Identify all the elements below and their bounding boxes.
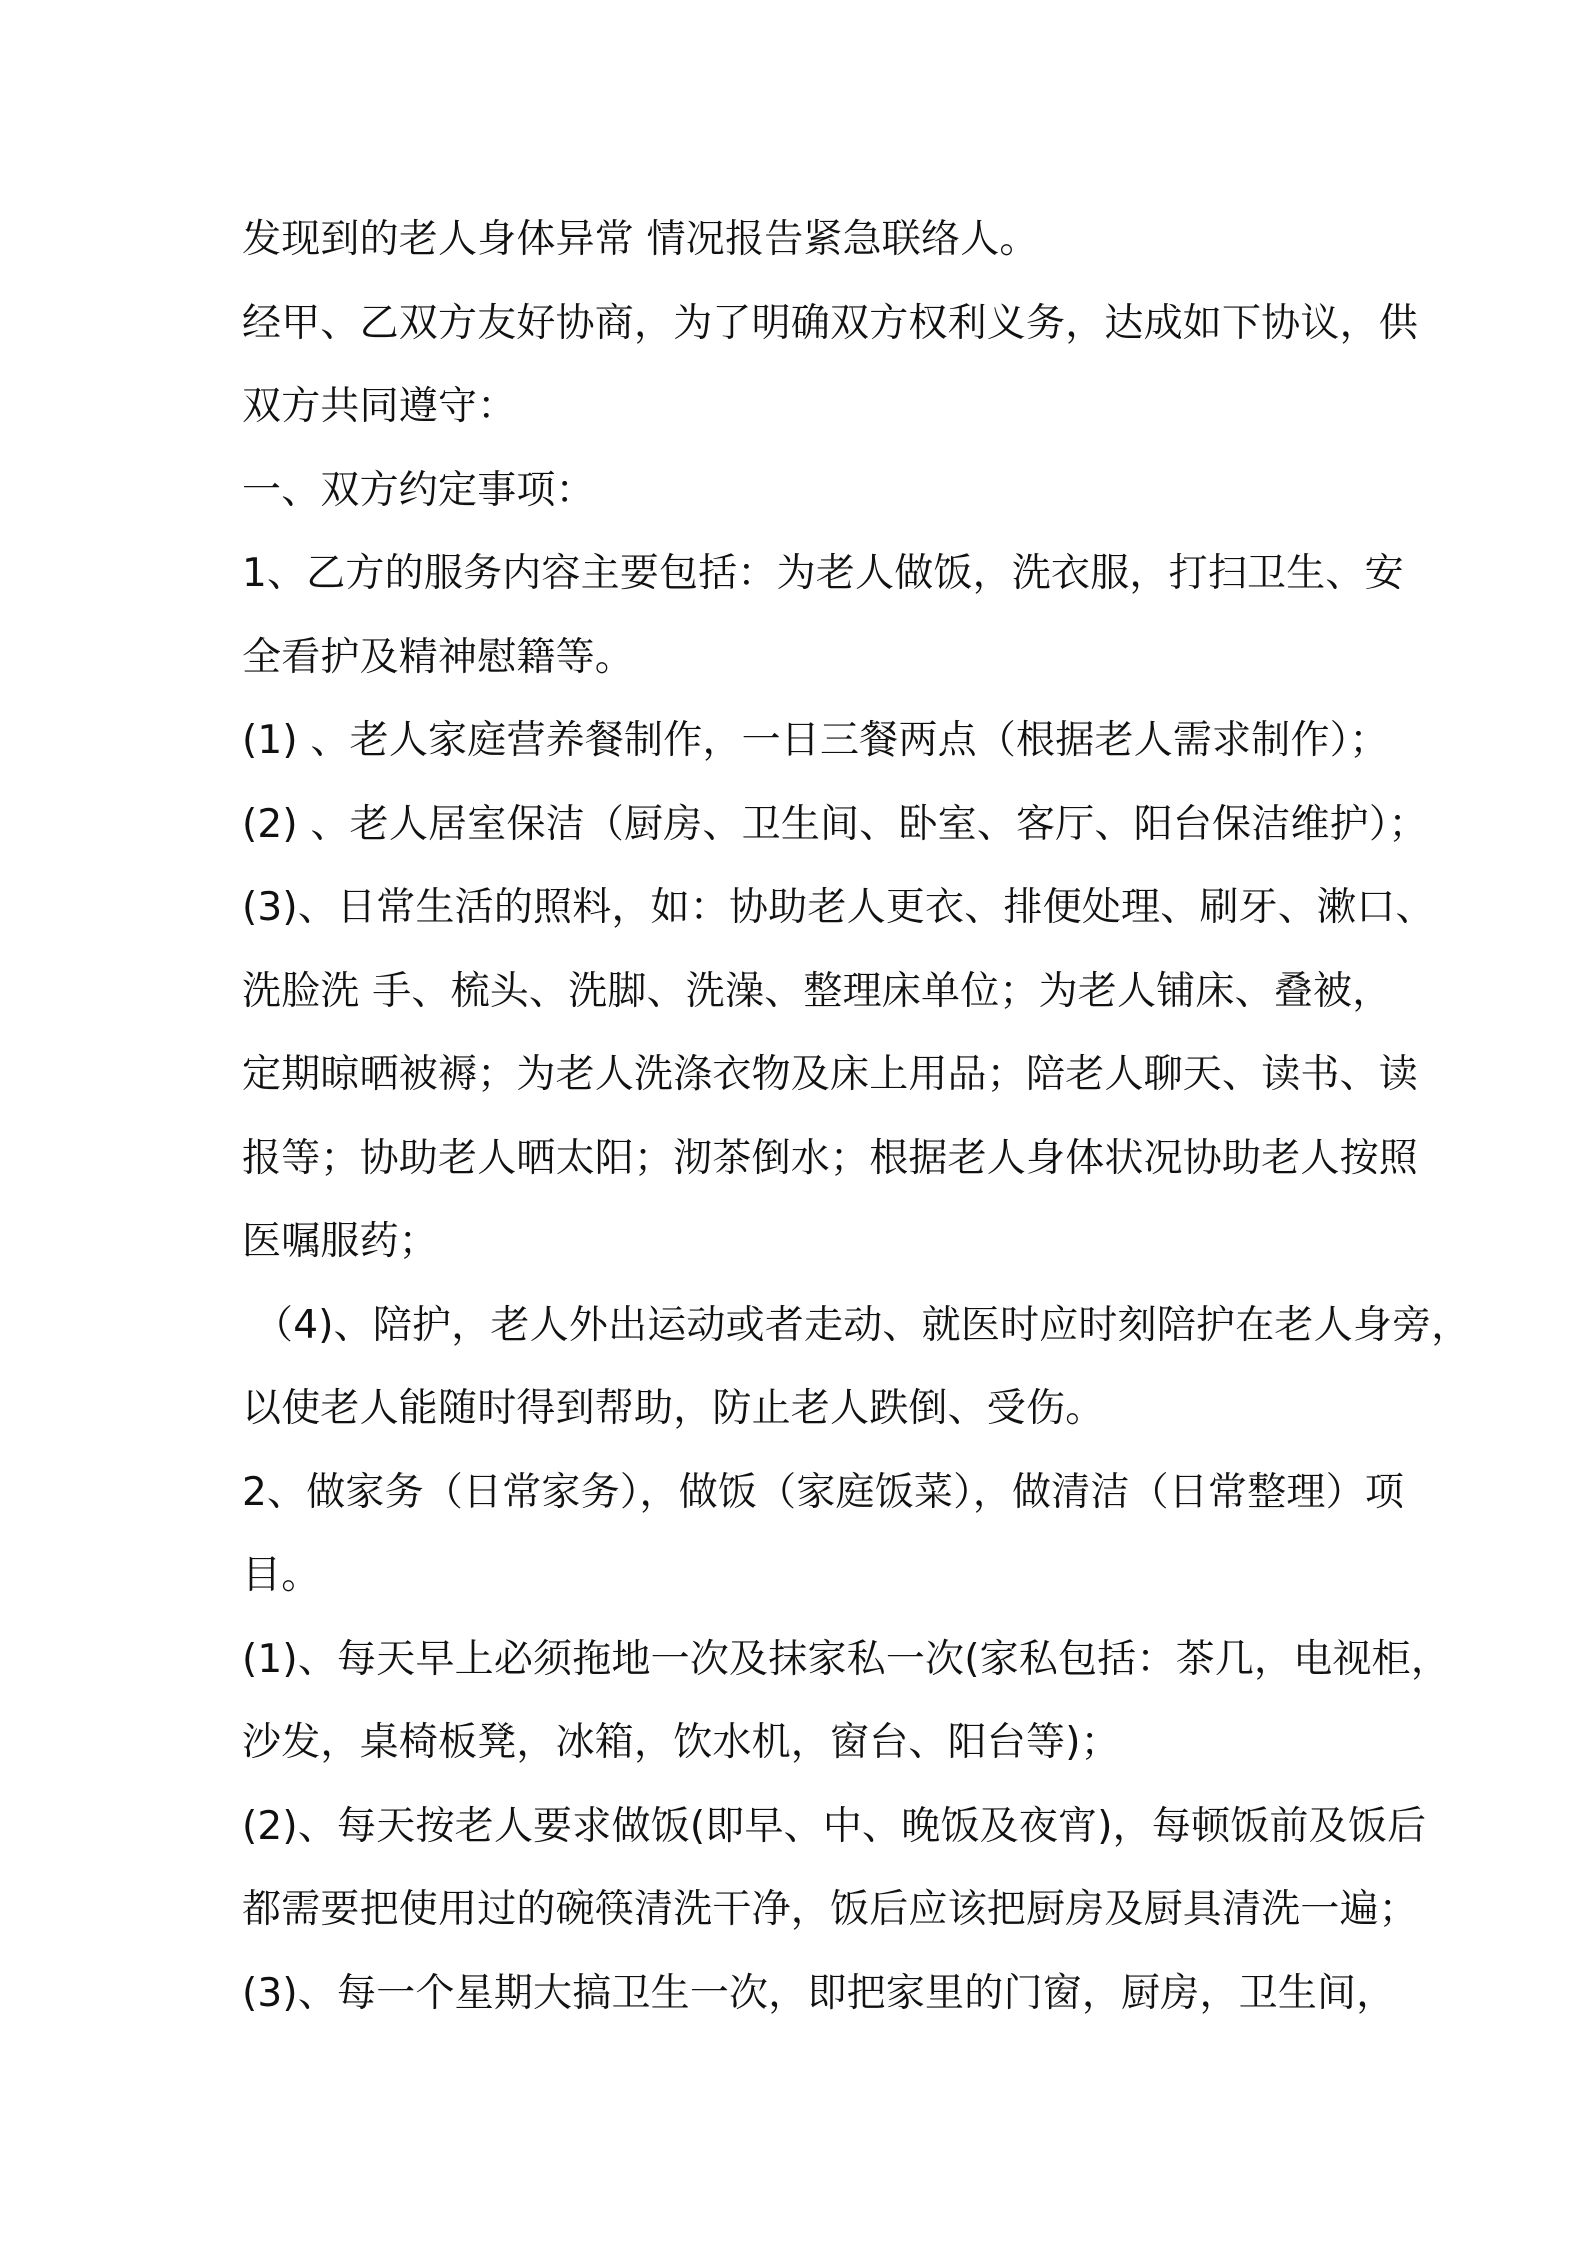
- text-line: (3)、日常生活的照料，如：协助老人更衣、排便处理、刷牙、漱口、: [242, 885, 1435, 930]
- text-line: 经甲、乙双方友好协商，为了明确双方权利义务，达成如下协议，供: [242, 300, 1419, 346]
- text-line: 沙发，桌椅板凳，冰箱，饮水机，窗台、阳台等)；: [242, 1720, 1120, 1765]
- text-line: 双方共同遵守：: [242, 384, 517, 429]
- text-line: 目。: [242, 1553, 321, 1598]
- text-line: 发现到的老人身体异常 情况报告紧急联络人。: [242, 217, 1039, 262]
- text-line: 都需要把使用过的碗筷清洗干净，饭后应该把厨房及厨具清洗一遍；: [242, 1887, 1419, 1932]
- text-line: 医嘱服药；: [242, 1219, 439, 1264]
- text-line: 1、乙方的服务内容主要包括：为老人做饭，洗衣服，打扫卫生、安: [242, 551, 1404, 596]
- text-line: (1)、每天早上必须拖地一次及抹家私一次(家私包括：茶几，电视柜，: [242, 1636, 1451, 1682]
- text-line: (2) 、老人居室保洁（厨房、卫生间、卧室、客厅、阳台保洁维护）；: [242, 801, 1428, 847]
- text-line: 定期晾晒被褥；为老人洗涤衣物及床上用品；陪老人聊天、读书、读: [242, 1052, 1419, 1097]
- section-heading: 一、双方约定事项：: [242, 467, 595, 513]
- text-line: 全看护及精神慰籍等。: [242, 634, 635, 680]
- text-line: 2、做家务（日常家务），做饭（家庭饭菜），做清洁（日常整理）项: [242, 1469, 1405, 1515]
- document-body: [242, 198, 1471, 2035]
- text-line: 报等；协助老人晒太阳；沏茶倒水；根据老人身体状况协助老人按照: [242, 1135, 1419, 1181]
- text-line: (3)、每一个星期大搞卫生一次，即把家里的门窗，厨房，卫生间，: [242, 1970, 1396, 2016]
- text-line: (1) 、老人家庭营养餐制作，一日三餐两点（根据老人需求制作）；: [242, 718, 1389, 763]
- text-line: (2)、每天按老人要求做饭(即早、中、晚饭及夜宵)，每顿饭前及饭后: [242, 1803, 1427, 1849]
- text-line: 以使老人能随时得到帮助，防止老人跌倒、受伤。: [242, 1386, 1105, 1431]
- text-line: 洗脸洗 手、梳头、洗脚、洗澡、整理床单位；为老人铺床、叠被，: [242, 968, 1392, 1014]
- text-line: （4)、陪护，老人外出运动或者走动、就医时应时刻陪护在老人身旁，: [254, 1302, 1471, 1348]
